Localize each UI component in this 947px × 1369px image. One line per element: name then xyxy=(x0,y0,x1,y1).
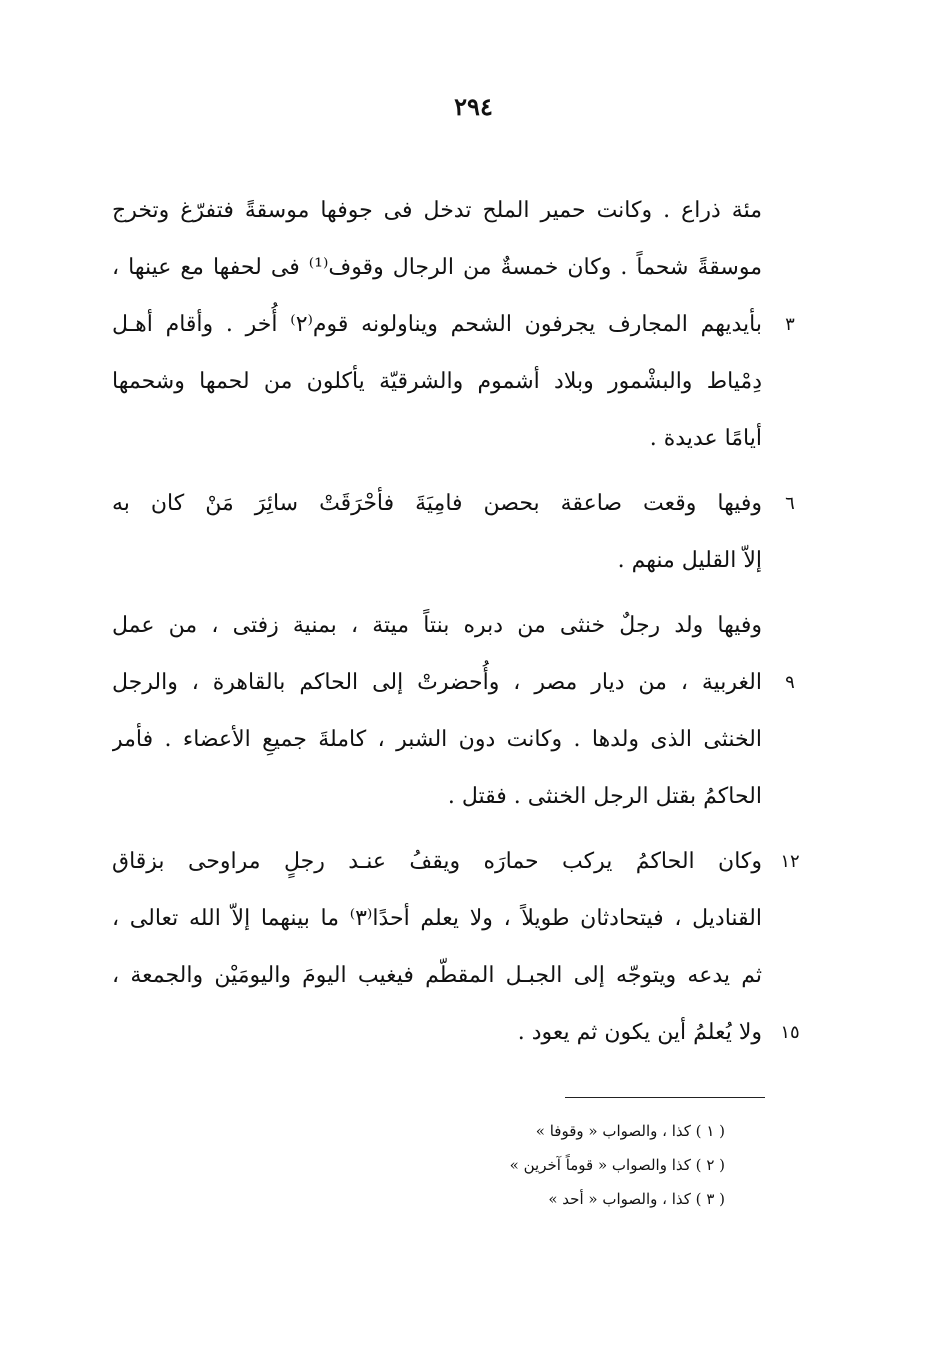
text-line: ثم يدعه ويتوجّه إلى الجبـل المقطّم فيغيب اليومَ واليومَيْن والجمعة ، xyxy=(112,963,762,988)
text-line: الخنثى الذى ولدها . وكانت دون الشبر ، كاملةَ جميعِ الأعضاء . فأمر xyxy=(112,727,762,752)
footnote-separator xyxy=(565,1097,765,1098)
text-line: مئة ذراع . وكانت حمير الملح تدخل فى جوفها موسقةً فتفرّغ وتخرج xyxy=(112,198,762,223)
text-line: القناديل ، فيتحادثان طويلاً ، ولا يعلم أحدًا⁽٣⁾ ما بينهما إلاّ الله تعالى ، xyxy=(112,906,762,931)
text-line: بأيديهم المجارف يجرفون الشحم ويناولونه قوم⁽٢⁾ أُخر . وأقام أهـل xyxy=(112,312,762,337)
main-text xyxy=(112,182,762,1061)
margin-line-number: ٦ xyxy=(785,493,795,514)
margin-line-number: ٩ xyxy=(785,672,795,693)
footnote: ( ١ ) كذا ، والصواب « وقوفا » xyxy=(535,1122,725,1140)
paragraph-gap xyxy=(112,825,762,833)
footnotes xyxy=(510,1114,725,1216)
footnote: ( ٢ ) كذا والصواب « قوماً آخرين » xyxy=(509,1156,725,1174)
footnote: ( ٣ ) كذا ، والصواب « أحد » xyxy=(548,1190,725,1208)
margin-line-number: ١٢ xyxy=(780,851,800,872)
paragraph-gap xyxy=(112,467,762,475)
text-line: إلاّ القليل منهم . xyxy=(617,548,762,573)
margin-line-number: ٣ xyxy=(785,314,795,335)
margin-line-number: ١٥ xyxy=(780,1022,800,1043)
text-line: ولا يُعلمُ أين يكون ثم يعود . xyxy=(517,1020,762,1045)
text-line: أيامًا عديدة . xyxy=(649,426,762,451)
text-line: وفيها وقعت صاعقة بحصن فامِيَةَ فأحْرَقَتْ سائِرَ مَنْ كان به xyxy=(112,491,762,516)
text-line: الحاكمُ بقتل الرجل الخنثى . فقتل . xyxy=(447,784,762,809)
text-line: دِمْياط والبشْمور وبلاد أشموم والشرقيّة يأكلون من لحمها وشحمها xyxy=(112,369,762,394)
text-line: وكان الحاكمُ يركب حمارَه ويقفُ عنـد رجلٍ مراوحى بزقاق xyxy=(112,849,762,874)
text-line: موسقةً شحماً . وكان خمسةٌ من الرجال وقوف⁽¹⁾ فى لحفها مع عينها ، xyxy=(112,255,762,280)
text-line: وفيها ولد رجلٌ خنثى من دبره بنتاً ميتة ، بمنية زفتى ، من عمل xyxy=(112,613,762,638)
paragraph-gap xyxy=(112,589,762,597)
text-line: الغربية ، من ديار مصر ، وأُحضرتْ إلى الحاكم بالقاهرة ، والرجل xyxy=(112,670,762,695)
page-number: ٢٩٤ xyxy=(454,92,493,121)
